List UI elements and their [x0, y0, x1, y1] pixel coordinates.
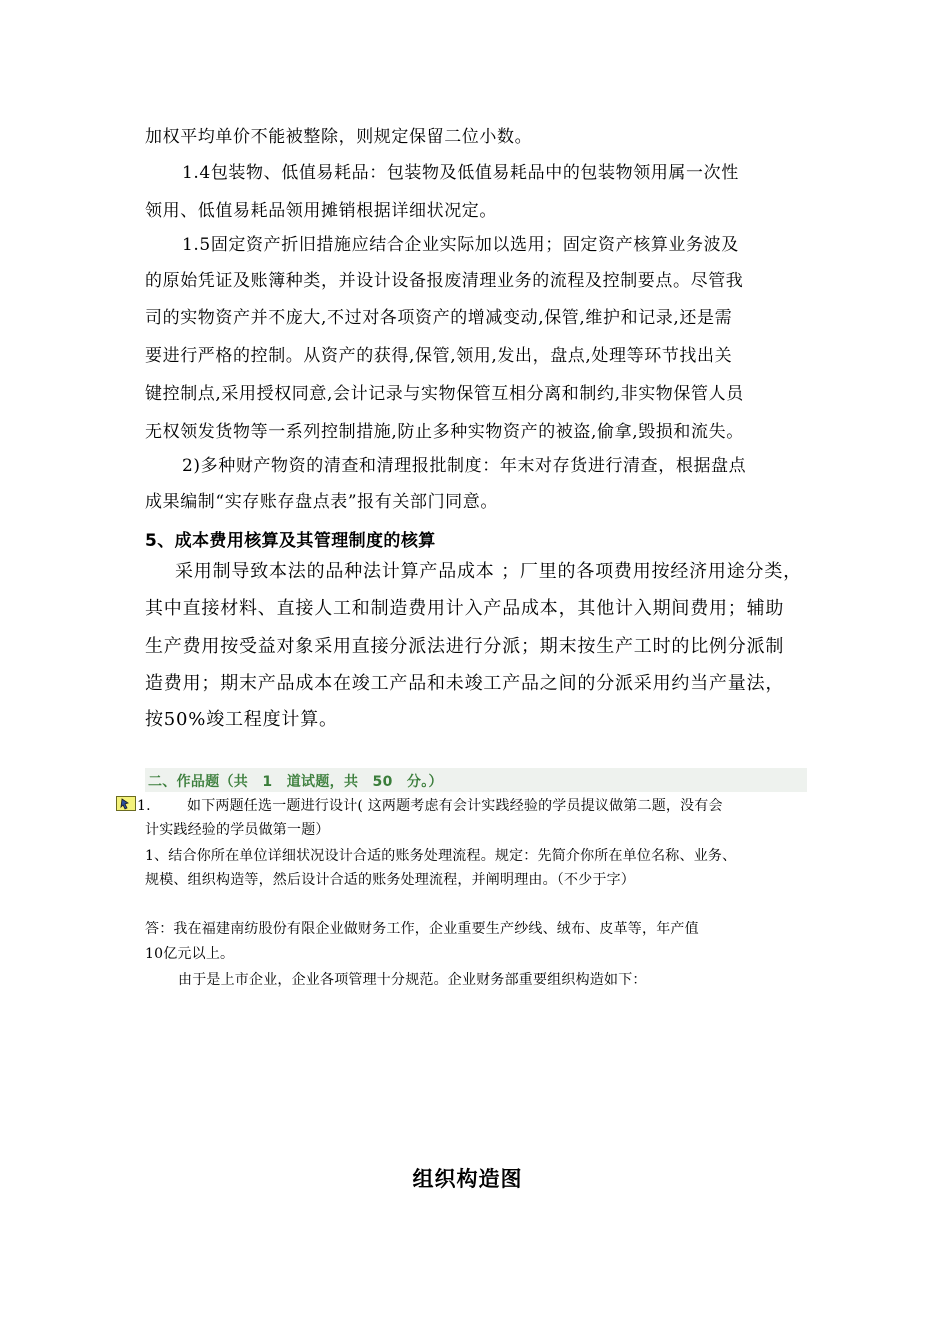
question-marker-icon [116, 796, 136, 811]
question-text-line: 1、结合你所在单位详细状况设计合适的账务处理流程。规定：先简介你所在单位名称、业务、 [145, 848, 737, 864]
answer-line: 答：我在福建南纺股份有限企业做财务工作，企业重要生产纱线、绒布、皮革等，年产值 [145, 921, 699, 937]
body-line: 1.4包装物、低值易耗品：包装物及低值易耗品中的包装物领用属一次性 [182, 163, 739, 183]
question-text-line: 规模、组织构造等，然后设计合适的账务处理流程，并阐明理由。（不少于字） [145, 872, 635, 888]
answer-line: 由于是上市企业，企业各项管理十分规范。企业财务部重要组织构造如下： [178, 972, 647, 988]
body-line: 加权平均单价不能被整除，则规定保留二位小数。 [145, 127, 533, 147]
body-line: 领用、低值易耗品领用摊销根据详细状况定。 [145, 201, 497, 221]
body-line: 成果编制“实存账存盘点表”报有关部门同意。 [145, 492, 498, 512]
body-line: 司的实物资产并不庞大,不过对各项资产的增减变动,保管,维护和记录,还是需 [145, 308, 733, 328]
body-line: 键控制点,采用授权同意,会计记录与实物保管互相分离和制约,非实物保管人员 [145, 384, 744, 404]
org-chart-title: 组织构造图 [412, 1167, 523, 1191]
answer-line: 10亿元以上。 [145, 946, 235, 962]
question-text-line: 计实践经验的学员做第一题） [145, 822, 330, 838]
section-title: 二、作品题（共 1 道试题，共 50 分。） [148, 774, 443, 790]
cost-line: 采用制导致本法的品种法计算产品成本 ；厂里的各项费用按经济用途分类， [175, 561, 802, 582]
cost-line: 按50%竣工程度计算。 [145, 709, 338, 730]
question-number: 1. [137, 798, 151, 814]
section-heading-5: 5、成本费用核算及其管理制度的核算 [145, 531, 436, 551]
body-line: 的原始凭证及账簿种类，并设计设备报废清理业务的流程及控制要点。尽管我 [145, 271, 744, 291]
body-line: 1.5固定资产折旧措施应结合企业实际加以选用；固定资产核算业务波及 [182, 235, 739, 255]
question-text-line: 如下两题任选一题进行设计( 这两题考虑有会计实践经验的学员提议做第二题，没有会 [187, 798, 723, 814]
cost-line: 造费用；期末产品成本在竣工产品和未竣工产品之间的分派采用约当产量法， [145, 673, 785, 694]
cost-line: 其中直接材料、直接人工和制造费用计入产品成本，其他计入期间费用；辅助 [145, 598, 785, 619]
cost-line: 生产费用按受益对象采用直接分派法进行分派；期末按生产工时的比例分派制 [145, 636, 785, 657]
body-line: 无权领发货物等一系列控制措施,防止多种实物资产的被盗,偷拿,毁损和流失。 [145, 422, 744, 442]
body-line: 2)多种财产物资的清查和清理报批制度：年末对存货进行清查，根据盘点 [182, 456, 747, 476]
body-line: 要进行严格的控制。从资产的获得,保管,领用,发出，盘点,处理等环节找出关 [145, 346, 733, 366]
